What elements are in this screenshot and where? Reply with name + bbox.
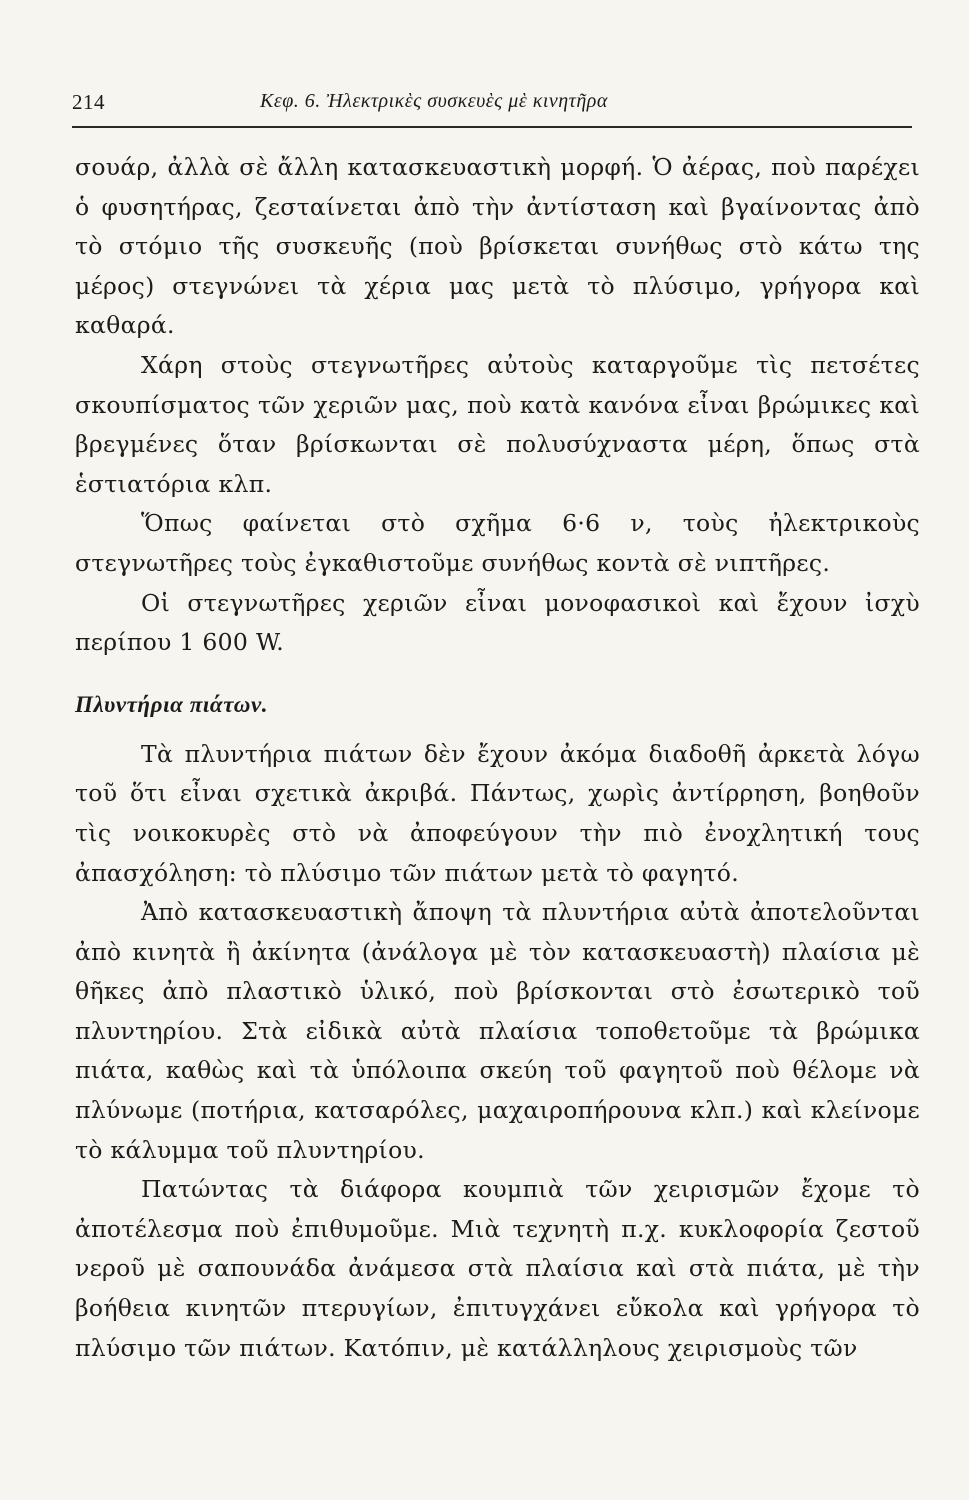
page-number: 214 — [72, 90, 105, 114]
paragraph: Χάρη στοὺς στεγνωτῆρες αὐτοὺς καταργοῦμε τὶς πετσέτες σκουπίσματος τῶν χεριῶν μας, ποὺ κατὰ κανόνα εἶναι βρώμικες καὶ βρεγμένες ὅταν βρίσκωνται σὲ πολυσύχναστα μέρη, ὅπως στὰ ἑστιατόρια κλπ. — [75, 350, 920, 498]
body-text — [75, 148, 920, 1368]
page-header — [72, 86, 912, 128]
paragraph: Ὅπως φαίνεται στὸ σχῆμα 6·6 ν, τοὺς ἠλεκτρικοὺς στεγνωτῆρες τοὺς ἐγκαθιστοῦμε συνήθως κοντὰ σὲ νιπτῆρες. — [75, 509, 920, 577]
running-title: Κεφ. 6. Ἠλεκτρικὲς συσκευὲς μὲ κινητῆρα — [260, 90, 608, 112]
paragraph: σουάρ, ἀλλὰ σὲ ἄλλη κατασκευαστικὴ μορφή. Ὁ ἀέρας, ποὺ παρέχει ὁ φυσητήρας, ζεσταίνεται ἀπὸ τὴν ἀντίσταση καὶ βγαίνοντας ἀπὸ τὸ στόμιο τῆς συσκευῆς (ποὺ βρίσκεται συνήθως στὸ κάτω της μέρος) στεγνώνει τὰ χέρια μας μετὰ τὸ πλύσιμο, γρήγορα καὶ καθαρά. — [75, 153, 920, 340]
paragraph: Ἀπὸ κατασκευαστικὴ ἄποψη τὰ πλυντήρια αὐτὰ ἀποτελοῦνται ἀπὸ κινητὰ ἢ ἀκίνητα (ἀνάλογα μὲ τὸν κατασκευαστὴ) πλαίσια μὲ θῆκες ἀπὸ πλαστικὸ ὑλικό, ποὺ βρίσκονται στὸ ἐσωτερικὸ τοῦ πλυντηρίου. Στὰ εἰδικὰ αὐτὰ πλαίσια τοποθετοῦμε τὰ βρώμικα πιάτα, καθὼς καὶ τὰ ὑπόλοιπα σκεύη τοῦ φαγητοῦ ποὺ θέλομε νὰ πλύνωμε (ποτήρια, κατσαρόλες, μαχαιροπήρουνα κλπ.) καὶ κλείνομε τὸ κάλυμμα τοῦ πλυντηρίου. — [75, 898, 920, 1164]
paragraph: Οἱ στεγνωτῆρες χεριῶν εἶναι μονοφασικοὶ καὶ ἔχουν ἰσχὺ περίπου 1 600 W. — [75, 588, 920, 657]
section-heading: Πλυντήρια πιάτων. — [75, 691, 269, 717]
paragraph: Πατώντας τὰ διάφορα κουμπιὰ τῶν χειρισμῶν ἔχομε τὸ ἀποτέλεσμα ποὺ ἐπιθυμοῦμε. Μιὰ τεχνητὴ π.χ. κυκλοφορία ζεστοῦ νεροῦ μὲ σαπουνάδα ἀνάμεσα στὰ πλαίσια καὶ στὰ πιάτα, μὲ τὴν βοήθεια κινητῶν πτερυγίων, ἐπιτυγχάνει εὔκολα καὶ γρήγορα τὸ πλύσιμο τῶν πιάτων. Κατόπιν, μὲ κατάλληλους χειρισμοὺς τῶν — [75, 1175, 920, 1362]
paragraph: Τὰ πλυντήρια πιάτων δὲν ἔχουν ἀκόμα διαδοθῆ ἀρκετὰ λόγω τοῦ ὅτι εἶναι σχετικὰ ἀκριβά. Πάντως, χωρὶς ἀντίρρηση, βοηθοῦν τὶς νοικοκυρὲς στὸ νὰ ἀποφεύγουν τὴν πιὸ ἐνοχλητική τους ἀπασχόληση: τὸ πλύσιμο τῶν πιάτων μετὰ τὸ φαγητό. — [75, 739, 920, 887]
